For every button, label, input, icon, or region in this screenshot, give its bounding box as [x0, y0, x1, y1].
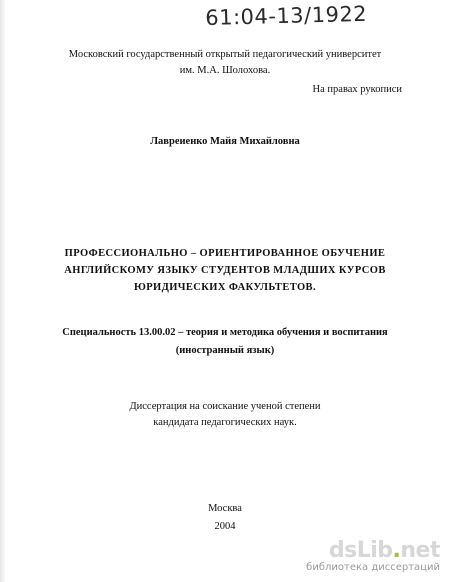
title-line-2: АНГЛИЙСКОМУ ЯЗЫКУ СТУДЕНТОВ МЛАДШИХ КУРСОВ [64, 265, 386, 276]
specialty-line-1: Специальность 13.00.02 – теория и методика обучения и воспитания [62, 327, 388, 338]
specialty-line-2: (иностранный язык) [175, 345, 275, 356]
title-line-1: ПРОФЕССИОНАЛЬНО – ОРИЕНТИРОВАННОЕ ОБУЧЕНИЕ [64, 248, 386, 259]
author-name: Лавреиенко Майя Михайловна [150, 136, 300, 147]
logo-tld: net [400, 538, 440, 563]
logo-main: dsLib [328, 538, 393, 563]
university-line-2: им. М.А. Шолохова. [179, 65, 271, 76]
dslib-watermark [290, 540, 440, 574]
degree-line-2: кандидата педагогических наук. [153, 417, 297, 428]
title-line-3: ЮРИДИЧЕСКИХ ФАКУЛЬТЕТОВ. [134, 282, 316, 293]
university-line-1: Московский государственный открытый педагогический университет [68, 49, 382, 60]
dslib-logo [290, 540, 440, 562]
logo-dot: . [392, 538, 401, 563]
archive-stamp: 61:04-13/1922 [205, 1, 368, 30]
watermark-subtitle: библиотека диссертаций [306, 562, 440, 573]
manuscript-note: На правах рукописи [312, 84, 402, 95]
degree-line-1: Диссертация на соискание ученой степени [129, 401, 321, 412]
year: 2004 [214, 521, 236, 532]
city: Москва [208, 503, 242, 514]
